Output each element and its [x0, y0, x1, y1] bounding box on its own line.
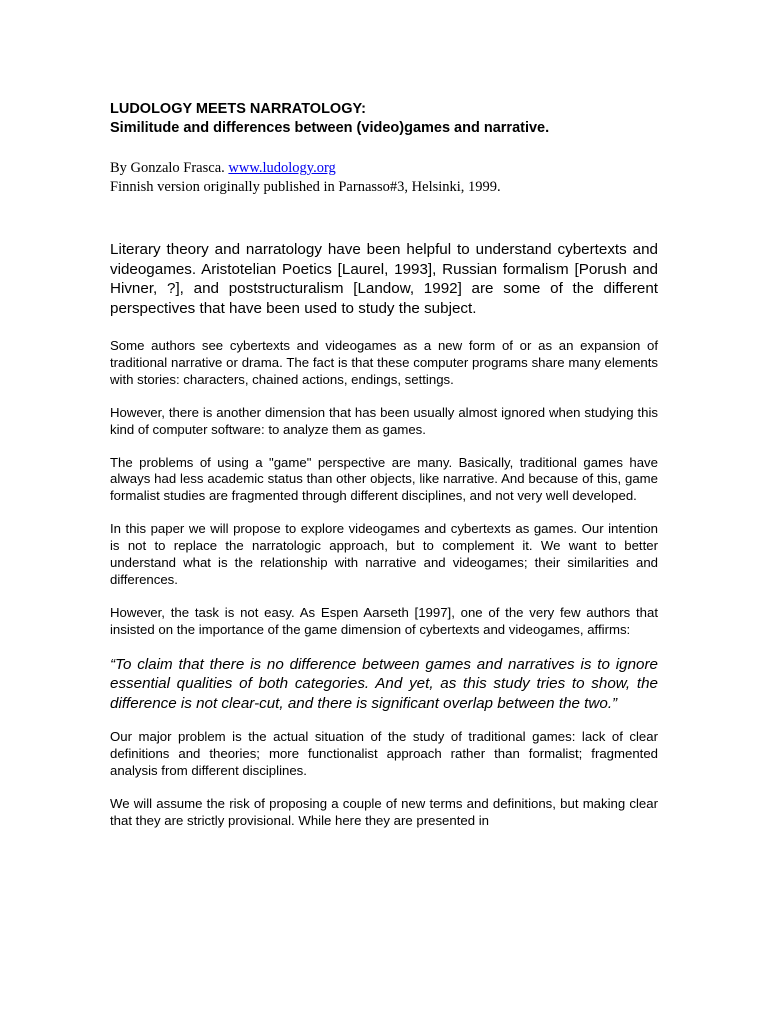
author-name: By Gonzalo Frasca. — [110, 160, 229, 176]
lead-paragraph: Literary theory and narratology have been helpful to understand cybertexts and videogames. Aristotelian Poetics [Laurel, 1993], Russian formalism [Porush and Hivner, ?], and poststructuralism [Landow, 1992] are some of the different perspectives that have been used to study the subject. — [110, 241, 658, 317]
aarseth-quote: “To claim that there is no difference between games and narratives is to ignore essential qualities of both categories. And yet, as this study tries to show, the difference is not clear-cut, and there is significant overlap between the two.” — [110, 655, 658, 712]
document-page — [110, 100, 658, 830]
document-header — [110, 100, 658, 138]
document-subtitle: Similitude and differences between (video)games and narrative. — [110, 120, 550, 136]
author-line — [110, 159, 658, 178]
body-paragraph: However, the task is not easy. As Espen Aarseth [1997], one of the very few authors that insisted on the importance of the game dimension of cybertexts and videogames, affirms: — [110, 604, 658, 637]
body-paragraph: However, there is another dimension that has been usually almost ignored when studying this kind of computer software: to analyze them as games. — [110, 404, 658, 437]
body-paragraph: Our major problem is the actual situation of the study of traditional games: lack of clear definitions and theories; more functionalist approach rather than formalist; fragmented analysis from different disciplines. — [110, 729, 658, 778]
body-paragraph: The problems of using a "game" perspective are many. Basically, traditional games have always had less academic status than other objects, like narrative. And because of this, game formalist studies are fragmented through different disciplines, and not very well developed. — [110, 454, 658, 504]
ludology-link[interactable]: www.ludology.org — [228, 160, 336, 176]
byline — [110, 159, 658, 197]
body-paragraph: We will assume the risk of proposing a couple of new terms and definitions, but making clear that they are strictly provisional. While here they are presented in — [110, 795, 658, 828]
body-paragraph: In this paper we will propose to explore videogames and cybertexts as games. Our intention is not to replace the narratologic approach, but to complement it. We want to better understand what is the relationship with narrative and videogames; their similarities and differences. — [110, 521, 658, 587]
document-title: LUDOLOGY MEETS NARRATOLOGY: — [110, 101, 366, 117]
body-paragraph: Some authors see cybertexts and videogames as a new form of or as an expansion of traditional narrative or drama. The fact is that these computer programs share many elements with stories: characters, chained actions, endings, settings. — [110, 338, 658, 387]
publication-note: Finnish version originally published in Parnasso#3, Helsinki, 1999. — [110, 179, 501, 195]
